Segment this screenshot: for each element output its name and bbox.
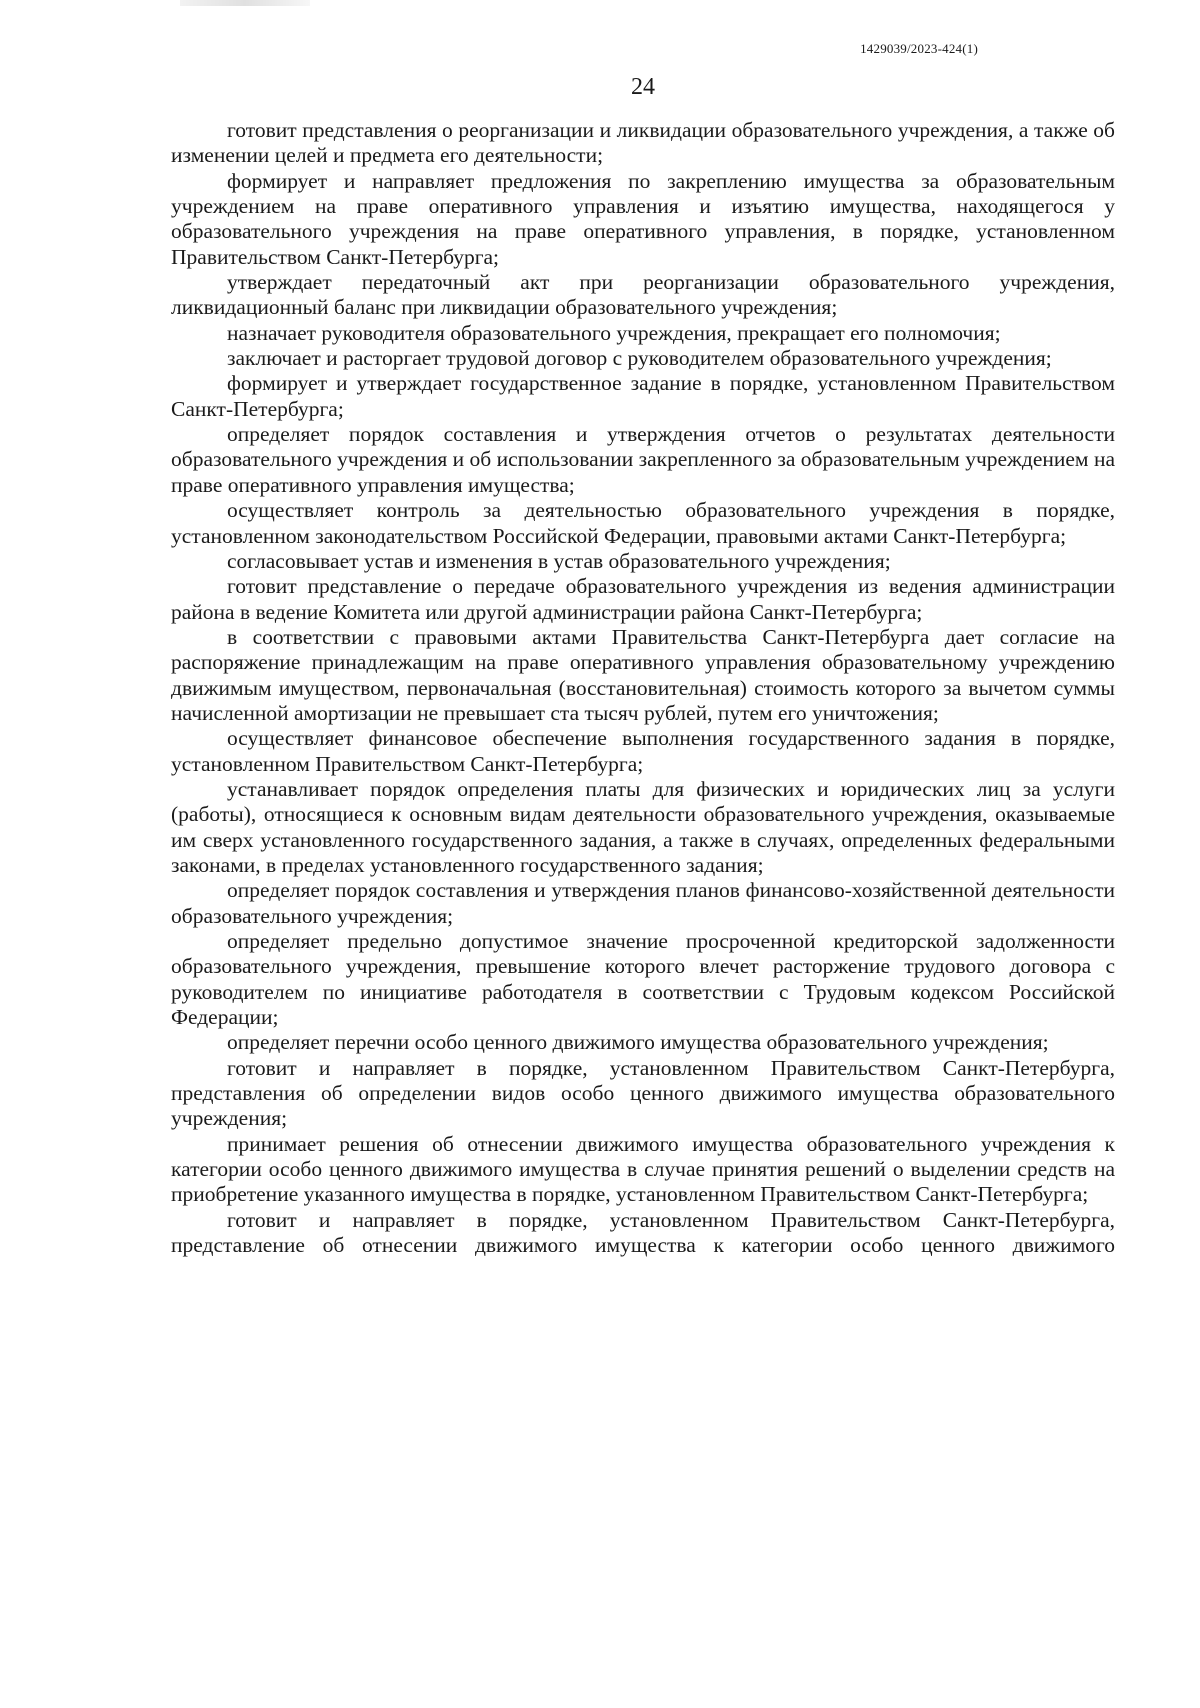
paragraph: осуществляет финансовое обеспечение выполнения государственного задания в порядке, установленном Правительством Санкт-Петербурга;	[171, 726, 1115, 776]
paragraph: определяет порядок составления и утверждения отчетов о результатах деятельности образовательного учреждения и об использовании закрепленного за образовательным учреждением на праве оперативного управления имущества;	[171, 422, 1115, 497]
paragraph: устанавливает порядок определения платы для физических и юридических лиц за услуги (работы), относящиеся к основным видам деятельности образовательного учреждения, оказываемые им сверх установленного государственного задания, а также в случаях, определенных федеральными законами, в пределах установленного государственного задания;	[171, 776, 1115, 877]
document-body	[171, 118, 1115, 1258]
paragraph: готовит и направляет в порядке, установленном Правительством Санкт-Петербурга, представления об определении видов особо ценного движимого имущества образовательного учреждения;	[171, 1055, 1115, 1131]
paragraph: осуществляет контроль за деятельностью образовательного учреждения в порядке, установленном законодательством Российской Федерации, правовыми актами Санкт-Петербурга;	[171, 498, 1115, 548]
paragraph: готовит и направляет в порядке, установленном Правительством Санкт-Петербурга, представление об отнесении движимого имущества к категории особо ценного движимого	[171, 1207, 1115, 1258]
paragraph: готовит представление о передаче образовательного учреждения из ведения администрации района в ведение Комитета или другой администрации района Санкт-Петербурга;	[171, 574, 1115, 624]
document-code: 1429039/2023-424(1)	[860, 41, 978, 56]
paragraph: определяет перечни особо ценного движимого имущества образовательного учреждения;	[227, 1030, 1049, 1055]
paragraph: согласовывает устав и изменения в устав образовательного учреждения;	[227, 548, 891, 573]
paragraph: заключает и расторгает трудовой договор с руководителем образовательного учреждения;	[227, 346, 1052, 371]
page-number: 24	[631, 74, 655, 100]
paragraph: формирует и утверждает государственное задание в порядке, установленном Правительством Санкт-Петербурга;	[171, 371, 1115, 421]
paragraph: в соответствии с правовыми актами Правительства Санкт-Петербурга дает согласие на распоряжение принадлежащим на праве оперативного управления образовательному учреждению движимым имуществом, первоначальная (восстановительная) стоимость которого за вычетом суммы начисленной амортизации не превышает ста тысяч рублей, путем его уничтожения;	[171, 624, 1115, 725]
paragraph: принимает решения об отнесении движимого имущества образовательного учреждения к категории особо ценного движимого имущества в случае принятия решений о выделении средств на приобретение указанного имущества в порядке, установленном Правительством Санкт-Петербурга;	[171, 1131, 1115, 1207]
scan-smudge	[180, 0, 310, 6]
paragraph: определяет порядок составления и утверждения планов финансово-хозяйственной деятельности образовательного учреждения;	[171, 878, 1115, 928]
paragraph: утверждает передаточный акт при реорганизации образовательного учреждения, ликвидационный баланс при ликвидации образовательного учреждения;	[171, 270, 1115, 320]
paragraph: формирует и направляет предложения по закреплению имущества за образовательным учреждением на праве оперативного управления и изъятию имущества, находящегося у образовательного учреждения на праве оперативного управления, в порядке, установленном Правительством Санкт-Петербурга;	[171, 168, 1115, 269]
paragraph: готовит представления о реорганизации и ликвидации образовательного учреждения, а также об изменении целей и предмета его деятельности;	[171, 118, 1115, 168]
paragraph: определяет предельно допустимое значение просроченной кредиторской задолженности образовательного учреждения, превышение которого влечет расторжение трудового договора с руководителем по инициативе работодателя в соответствии с Трудовым кодексом Российской Федерации;	[171, 929, 1115, 1030]
paragraph: назначает руководителя образовательного учреждения, прекращает его полномочия;	[227, 320, 1001, 345]
